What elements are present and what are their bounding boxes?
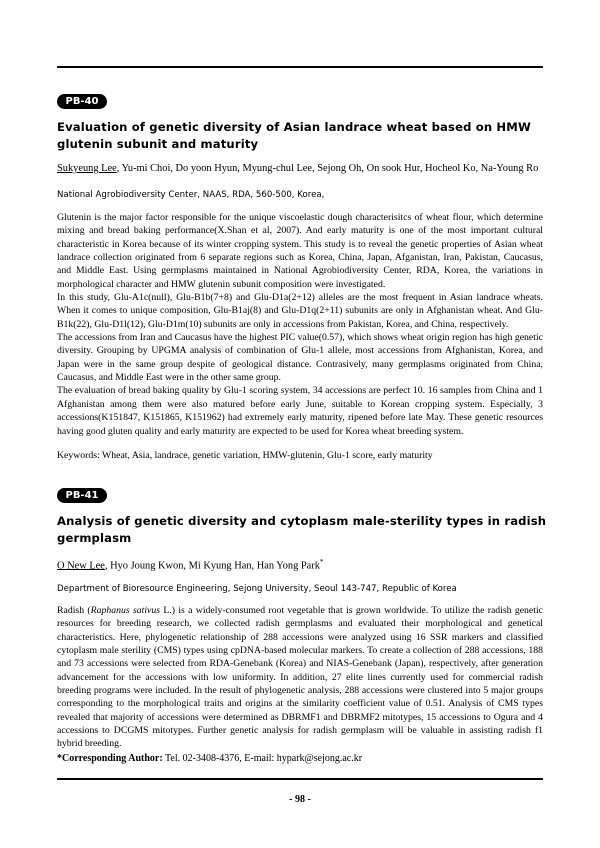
abstract-id-badge: PB-41 (57, 488, 107, 503)
co-authors: , Yu-mi Choi, Do yoon Hyun, Myung-chul Lee, Sejong Oh, On sook Hur, Hocheol Ko, Na-Young Ro (116, 163, 539, 174)
species-name: Raphanus sativus (90, 605, 161, 616)
abstract-paragraph: The accessions from Iran and Caucasus have the highest PIC value(0.57), which shows wheat origin region has high genetic diversity. Grouping by UPGMA analysis of combination of Glu-1 allele, most accessions from Afghanistan, Korea, and Japan were in the same group despite of geological distance. Contrasively, many germplasms originated from China, Caucasus, and Middle East were in the other same group. (57, 332, 543, 384)
abstract-body (57, 211, 543, 438)
affiliation: Department of Bioresource Engineering, Sejong University, Seoul 143-747, Republic of Korea (57, 584, 457, 594)
abstract-paragraph: Glutenin is the major factor responsible for the unique viscoelastic dough characterisitcs of wheat flour, which determine mixing and bread baking performance(X.Shan et al, 2007). And early maturity is one of the most important cultural characteristic in Korea because of its winter cropping system. This study is to reveal the genetic properties of Asian wheat landrace collection originated from 6 separate regions such as Korea, China, Japan, Afganistan, Iran, Pakistan, Caucasus, and Middle East. Using germplasms maintained in National Agrobiodiversity Center, RDA, Korea, the variations in morphological character and HMW glutenin subunit composition were investigated. (57, 212, 543, 290)
abstract-text: Radish ( (57, 605, 91, 616)
abstract-paragraph: In this study, Glu-A1c(null), Glu-B1b(7+8) and Glu-D1a(2+12) alleles are the most frequent in Asian landrace wheats. When it comes to unique composition, Glu-B1aj(8) and Glu-D1q(2+11) subunits are only in Afghanistan wheat. And Glu-B1k(22), Glu-D1l(12), Glu-D1m(10) subunits are only in accessions from Pakistan, Korea, and China, respectively. (57, 292, 543, 330)
keywords: Keywords: Wheat, Asia, landrace, genetic variation, HMW-glutenin, Glu-1 score, early maturity (57, 450, 433, 461)
affiliation: National Agrobiodiversity Center, NAAS, RDA, 560-500, Korea, (57, 190, 325, 200)
top-rule (57, 66, 543, 68)
first-author: O New Lee (57, 560, 105, 572)
corresponding-label: *Corresponding Author: (57, 753, 163, 764)
author-list (57, 162, 547, 175)
abstract-title: Analysis of genetic diversity and cytoplasm male-sterility types in radish germplasm (57, 514, 547, 545)
author-list (57, 556, 547, 572)
first-author: Sukyeung Lee (57, 163, 117, 174)
page-number: - 98 - (289, 794, 311, 805)
abstract-paragraph: The evaluation of bread baking quality by Glu-1 scoring system, 34 accessions are perfect 10. 16 samples from China and 1 Afghanistan among them were also matured before early June, suitable to Korean cropping system. Especially, 3 accessions(K151847, K151865, K151962) had extremely early maturity, ripened before late May. These genetic resources having good gluten quality and early maturity are expected to be used for Korea wheat breeding system. (57, 385, 543, 437)
abstract-paragraph (57, 604, 543, 751)
abstract-text: L.) is a widely-consumed root vegetable that is grown worldwide. To utilize the radish genetic resources for breeding research, we collected radish germplasms and evaluated their morphological and genetical characteristics. Here, phylogenetic relationship of 288 accessions were analyzed using 16 SSR markers and classified cytoplasm male sterility (CMS) types using cpDNA-based molecular markers. To create a collection of 288 accessions, 188 and 73 accessions were selected from RDA-Genebank (Korea) and NIAS-Genebank (Japan), respectively, after generation advancement for the accessions with low uniformity. In addition, 27 elite lines currently used for commercial radish breeding programs were included. In the result of phylogenetic analysis, 288 accessions were clustered into 5 major groups corresponding to the morphological traits and origins at the similarity coefficient value of 0.51. Analysis of CMS types revealed that majority of accessions were determined as DBRMF1 and DBRMF2 mitotypes, 15 accessions to Ogura and 4 accessions to DCGMS mitotypes. Further genetic analysis for radish germplasm will be valuable in assisting radish f1 hybrid breeding. (57, 605, 543, 750)
corresponding-mark: * (319, 558, 324, 566)
bottom-rule (57, 778, 543, 780)
abstract-title: Evaluation of genetic diversity of Asian landrace wheat based on HMW glutenin subunit and maturity (57, 120, 531, 151)
co-authors: , Hyo Joung Kwon, Mi Kyung Han, Han Yong Park (104, 560, 320, 572)
corresponding-author (57, 752, 543, 765)
abstract-id-badge: PB-40 (57, 94, 107, 109)
corresponding-contact: Tel. 02-3408-4376, E-mail: hypark@sejong.ac.kr (162, 753, 363, 764)
abstract-body (57, 604, 543, 751)
